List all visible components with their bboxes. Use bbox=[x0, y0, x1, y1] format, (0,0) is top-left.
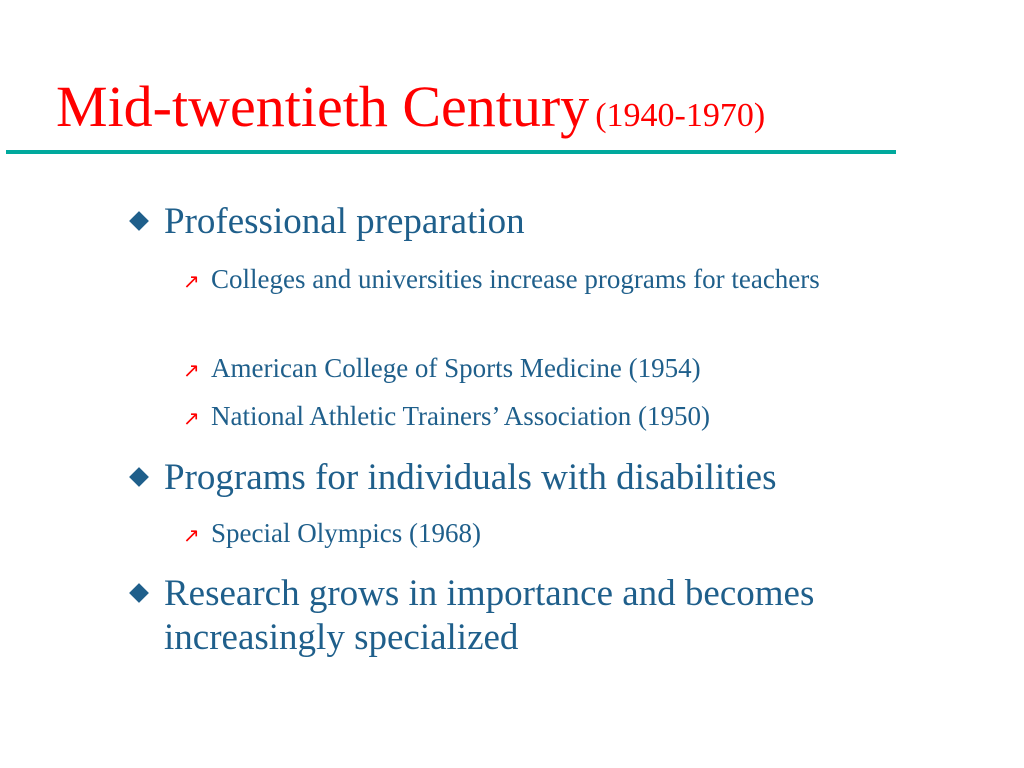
sub-bullet-text: Colleges and universities increase programs for teachers bbox=[211, 264, 820, 294]
sub-bullet-item bbox=[183, 397, 911, 436]
diamond-bullet-icon bbox=[129, 211, 149, 231]
arrow-bullet-icon: ↗ bbox=[183, 406, 200, 430]
bullet-text: Professional preparation bbox=[164, 201, 525, 242]
title-text: Mid-twentieth Century bbox=[56, 74, 590, 139]
bullet-item bbox=[164, 200, 994, 244]
sub-bullet-text: Special Olympics (1968) bbox=[211, 518, 481, 548]
sub-bullet-item bbox=[183, 514, 911, 553]
bullet-text: Research grows in importance and becomes increasingly specialized bbox=[164, 573, 815, 658]
bullet-item bbox=[164, 572, 994, 660]
bullet-item bbox=[164, 456, 994, 500]
sub-bullet-item bbox=[183, 349, 911, 388]
arrow-bullet-icon: ↗ bbox=[183, 269, 200, 293]
arrow-bullet-icon: ↗ bbox=[183, 523, 200, 547]
sub-bullet-text: National Athletic Trainers’ Association (1950) bbox=[211, 401, 710, 431]
arrow-bullet-icon: ↗ bbox=[183, 358, 200, 382]
title-date-range: (1940-1970) bbox=[595, 97, 766, 134]
diamond-bullet-icon bbox=[129, 583, 149, 603]
diamond-bullet-icon bbox=[129, 467, 149, 487]
bullet-text: Programs for individuals with disabilities bbox=[164, 457, 777, 498]
sub-bullet-text: American College of Sports Medicine (1954) bbox=[211, 353, 701, 383]
sub-bullet-item bbox=[183, 260, 911, 299]
